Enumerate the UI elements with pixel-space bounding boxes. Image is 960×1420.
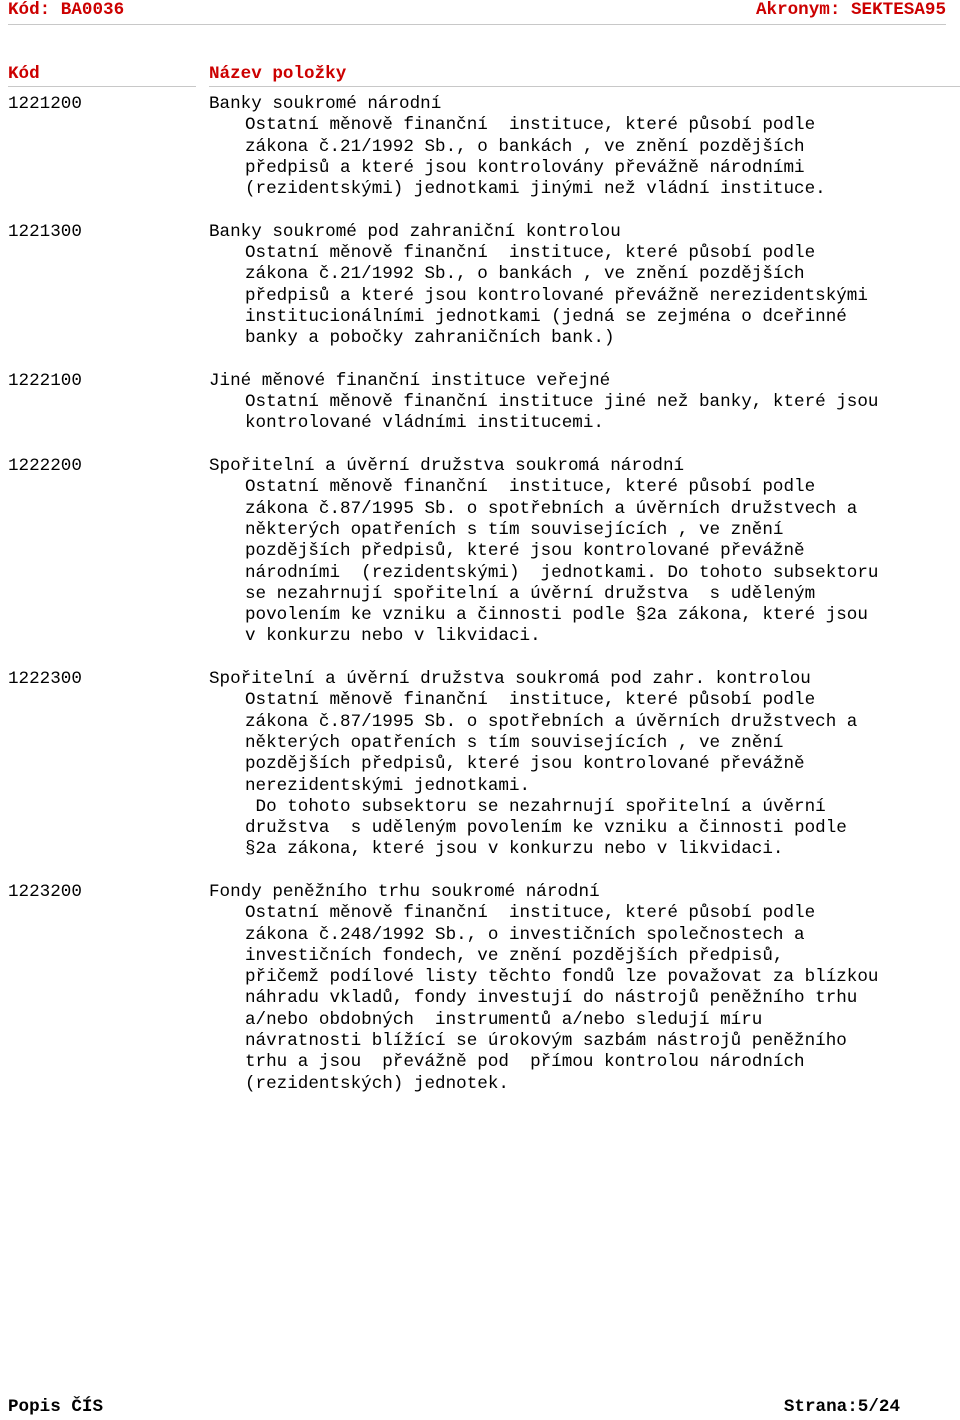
entry-description: Ostatní měnově finanční instituce, které působí podle zákona č.87/1995 Sb. o spotřebních a úvěrních družstvech a některých opatřeních s tím souvisejících , ve znění pozdějších předpisů, které jsou kontrolované převážně nerezidentskými jednotkami. Do tohoto subsektoru se nezahrnují spořitelní a úvěrní družstva s uděleným povolením ke vzniku a činnosti podle §2a zákona, které jsou v konkurzu nebo v likvidaci.: [245, 690, 858, 860]
entry-code: 1221300: [8, 221, 82, 242]
entry-title: Spořitelní a úvěrní družstva soukromá národní: [209, 456, 685, 477]
entry-description: Ostatní měnově finanční instituce jiné než banky, které jsou kontrolované vládními institucemi.: [245, 392, 879, 434]
list-item: [0, 669, 960, 861]
column-header-code: Kód: [8, 64, 196, 87]
entry-code: 1222200: [8, 456, 82, 477]
entry-title: Banky soukromé národní: [209, 94, 442, 114]
list-item: [0, 94, 960, 200]
entry-description: Ostatní měnově finanční instituce, které působí podle zákona č.21/1992 Sb., o bankách , ve znění pozdějších předpisů a které jsou kontrolované převážně nerezidentskými institucionálními jednotkami (jedná se zejména o dceřinné banky a pobočky zahraničních bank.): [245, 243, 868, 349]
page-number: Strana:5/24: [783, 1397, 900, 1417]
entry-title: Fondy peněžního trhu soukromé národní: [209, 881, 600, 902]
entry-code: 1221200: [8, 94, 82, 114]
entry-list: [0, 94, 960, 1116]
entry-code: 1223200: [8, 881, 82, 902]
document-code: Kód: BA0036: [8, 0, 125, 20]
entry-title: Jiné měnové finanční instituce veřejné: [209, 370, 611, 391]
entry-code: 1222100: [8, 370, 82, 391]
list-item: [0, 882, 960, 1095]
entry-code: 1222300: [8, 669, 82, 690]
entry-description: Ostatní měnově finanční instituce, které působí podle zákona č.21/1992 Sb., o bankách , ve znění pozdějších předpisů a které jsou kontrolovány převážně národními (rezidentskými) jednotkami jinými než vládní instituce.: [245, 115, 826, 200]
list-item: [0, 222, 960, 350]
column-header-name: Název položky: [209, 64, 960, 87]
entry-description: Ostatní měnově finanční instituce, které působí podle zákona č.248/1992 Sb., o investičních společnostech a investičních fondech, ve znění pozdějších předpisů, přičemž podílové listy těchto fondů lze považovat za blízkou náhradu vkladů, fondy investují do nástrojů peněžního trhu a/nebo obdobných instrumentů a/nebo sledují míru návratnosti blížící se úrokovým sazbám nástrojů peněžního trhu a jsou převážně pod přímou kontrolou národních (rezidentských) jednotek.: [245, 903, 879, 1094]
entry-title: Banky soukromé pod zahraniční kontrolou: [209, 221, 621, 242]
page-header: [8, 0, 946, 25]
entry-description: Ostatní měnově finanční instituce, které působí podle zákona č.87/1995 Sb. o spotřebních a úvěrních družstvech a některých opatřeních s tím souvisejících , ve znění pozdějších předpisů, které jsou kontrolované převážně národními (rezidentskými) jednotkami. Do tohoto subsektoru se nezahrnují spořitelní a úvěrní družstva s uděleným povolením ke vzniku a činnosti podle §2a zákona, které jsou v konkurzu nebo v likvidaci.: [245, 477, 879, 647]
page-footer: [8, 1397, 900, 1419]
footer-document-name: Popis ČÍS: [8, 1397, 104, 1417]
list-item: [0, 456, 960, 648]
document-acronym: Akronym: SEKTESA95: [755, 0, 946, 20]
list-item: [0, 371, 960, 435]
entry-title: Spořitelní a úvěrní družstva soukromá pod zahr. kontrolou: [209, 669, 811, 690]
